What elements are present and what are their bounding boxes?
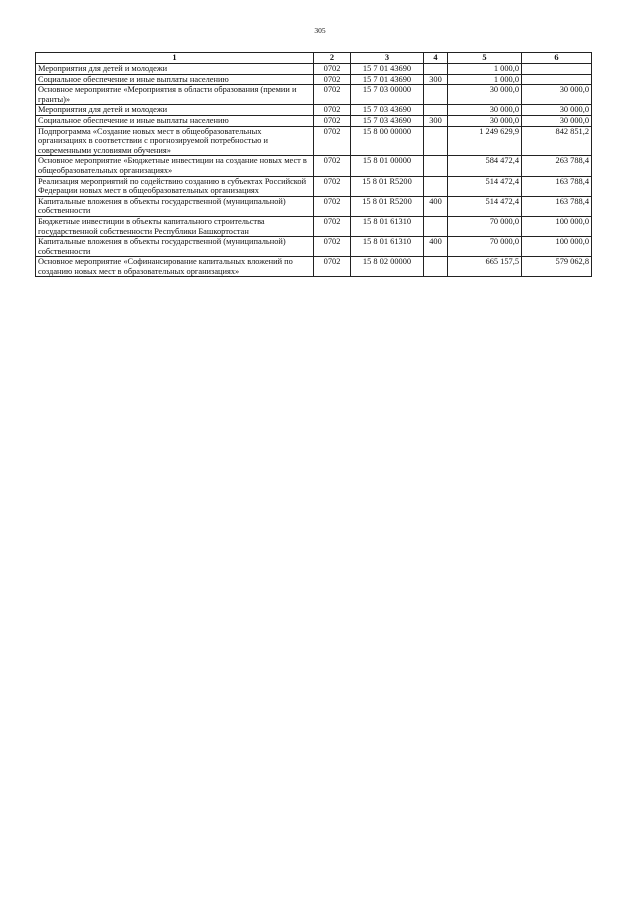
row-amount-2-cell: 100 000,0 <box>522 216 592 236</box>
row-target-code-cell: 15 7 03 43690 <box>351 105 424 116</box>
table-row <box>36 216 592 236</box>
row-name-cell: Мероприятия для детей и молодежи <box>36 105 314 116</box>
table-row <box>36 156 592 176</box>
row-target-code-cell: 15 8 01 R5200 <box>351 196 424 216</box>
row-amount-2-cell: 842 851,2 <box>522 126 592 156</box>
row-target-code-cell: 15 7 01 43690 <box>351 74 424 85</box>
column-header-2: 2 <box>314 53 351 64</box>
row-amount-2-cell: 163 788,4 <box>522 176 592 196</box>
row-amount-2-cell: 579 062,8 <box>522 257 592 277</box>
row-expense-type-cell <box>424 105 448 116</box>
row-amount-1-cell: 30 000,0 <box>448 115 522 126</box>
budget-table <box>35 52 592 277</box>
row-amount-2-cell: 163 788,4 <box>522 196 592 216</box>
row-section-cell: 0702 <box>314 105 351 116</box>
row-name-cell: Социальное обеспечение и иные выплаты населению <box>36 115 314 126</box>
row-target-code-cell: 15 8 01 00000 <box>351 156 424 176</box>
row-amount-2-cell: 30 000,0 <box>522 85 592 105</box>
row-target-code-cell: 15 7 03 43690 <box>351 115 424 126</box>
row-amount-1-cell: 665 157,5 <box>448 257 522 277</box>
table-row <box>36 196 592 216</box>
row-expense-type-cell <box>424 85 448 105</box>
row-name-cell: Мероприятия для детей и молодежи <box>36 64 314 75</box>
row-target-code-cell: 15 8 01 R5200 <box>351 176 424 196</box>
row-section-cell: 0702 <box>314 115 351 126</box>
row-target-code-cell: 15 8 00 00000 <box>351 126 424 156</box>
row-section-cell: 0702 <box>314 176 351 196</box>
row-target-code-cell: 15 7 03 00000 <box>351 85 424 105</box>
row-name-cell: Бюджетные инвестиции в объекты капитального строительства государственной собственности Республики Башкортостан <box>36 216 314 236</box>
row-section-cell: 0702 <box>314 156 351 176</box>
row-amount-1-cell: 1 249 629,9 <box>448 126 522 156</box>
row-amount-1-cell: 584 472,4 <box>448 156 522 176</box>
row-amount-1-cell: 70 000,0 <box>448 237 522 257</box>
table-row <box>36 105 592 116</box>
row-name-cell: Реализация мероприятий по содействию созданию в субъектах Российской Федерации новых мест в общеобразовательных организациях <box>36 176 314 196</box>
row-amount-1-cell: 514 472,4 <box>448 176 522 196</box>
row-amount-2-cell: 30 000,0 <box>522 115 592 126</box>
row-amount-1-cell: 1 000,0 <box>448 64 522 75</box>
row-expense-type-cell <box>424 176 448 196</box>
page-number: 305 <box>314 26 326 35</box>
row-name-cell: Основное мероприятие «Бюджетные инвестиции на создание новых мест в общеобразовательных организациях» <box>36 156 314 176</box>
row-amount-1-cell: 70 000,0 <box>448 216 522 236</box>
table-row <box>36 176 592 196</box>
row-target-code-cell: 15 8 01 61310 <box>351 216 424 236</box>
row-expense-type-cell: 400 <box>424 237 448 257</box>
row-target-code-cell: 15 8 01 61310 <box>351 237 424 257</box>
row-section-cell: 0702 <box>314 64 351 75</box>
row-expense-type-cell: 400 <box>424 196 448 216</box>
row-target-code-cell: 15 7 01 43690 <box>351 64 424 75</box>
row-name-cell: Капитальные вложения в объекты государственной (муниципальной) собственности <box>36 237 314 257</box>
row-section-cell: 0702 <box>314 85 351 105</box>
row-expense-type-cell <box>424 257 448 277</box>
row-amount-2-cell <box>522 64 592 75</box>
row-amount-2-cell: 30 000,0 <box>522 105 592 116</box>
row-section-cell: 0702 <box>314 216 351 236</box>
table-body <box>36 64 592 277</box>
row-section-cell: 0702 <box>314 237 351 257</box>
row-amount-2-cell <box>522 74 592 85</box>
row-expense-type-cell <box>424 156 448 176</box>
table-row <box>36 85 592 105</box>
row-amount-2-cell: 263 788,4 <box>522 156 592 176</box>
table-row <box>36 126 592 156</box>
column-header-1: 1 <box>36 53 314 64</box>
table-row <box>36 74 592 85</box>
row-amount-1-cell: 30 000,0 <box>448 85 522 105</box>
row-section-cell: 0702 <box>314 74 351 85</box>
column-header-4: 4 <box>424 53 448 64</box>
table-row <box>36 257 592 277</box>
table-row <box>36 237 592 257</box>
row-section-cell: 0702 <box>314 257 351 277</box>
row-target-code-cell: 15 8 02 00000 <box>351 257 424 277</box>
row-name-cell: Капитальные вложения в объекты государственной (муниципальной) собственности <box>36 196 314 216</box>
table-row <box>36 115 592 126</box>
row-amount-1-cell: 514 472,4 <box>448 196 522 216</box>
column-header-3: 3 <box>351 53 424 64</box>
row-expense-type-cell <box>424 216 448 236</box>
row-name-cell: Основное мероприятие «Мероприятия в области образования (премии и гранты)» <box>36 85 314 105</box>
row-amount-1-cell: 1 000,0 <box>448 74 522 85</box>
row-expense-type-cell: 300 <box>424 115 448 126</box>
row-expense-type-cell <box>424 64 448 75</box>
column-header-5: 5 <box>448 53 522 64</box>
table-row <box>36 64 592 75</box>
row-name-cell: Подпрограмма «Создание новых мест в общеобразовательных организациях в соответствии с прогнозируемой потребностью и современными условиями обучения» <box>36 126 314 156</box>
column-header-6: 6 <box>522 53 592 64</box>
header-row <box>36 53 592 64</box>
row-section-cell: 0702 <box>314 126 351 156</box>
row-section-cell: 0702 <box>314 196 351 216</box>
row-amount-1-cell: 30 000,0 <box>448 105 522 116</box>
row-amount-2-cell: 100 000,0 <box>522 237 592 257</box>
row-name-cell: Основное мероприятие «Софинансирование капитальных вложений по созданию новых мест в образовательных организациях» <box>36 257 314 277</box>
row-expense-type-cell: 300 <box>424 74 448 85</box>
row-name-cell: Социальное обеспечение и иные выплаты населению <box>36 74 314 85</box>
row-expense-type-cell <box>424 126 448 156</box>
